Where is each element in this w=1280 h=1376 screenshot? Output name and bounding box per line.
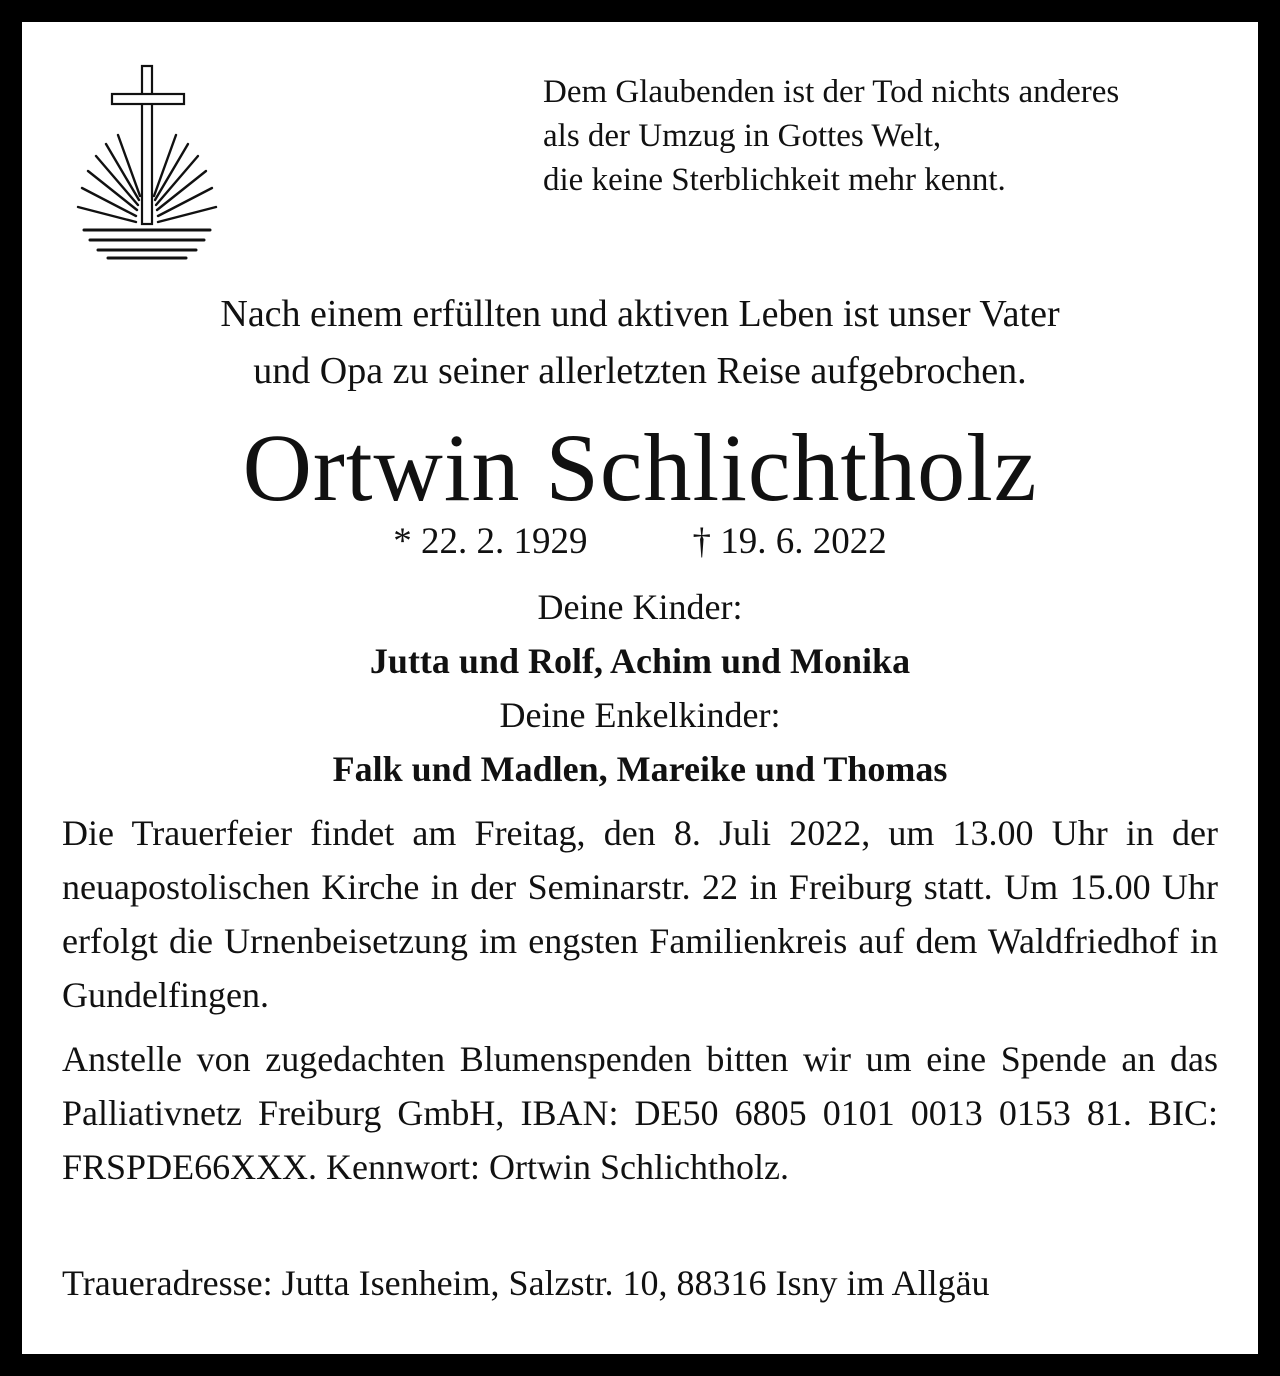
children-label: Deine Kinder: xyxy=(537,587,743,627)
intro-text xyxy=(0,286,1280,400)
ceremony-paragraph: Die Trauerfeier findet am Freitag, den 8. Juli 2022, um 13.00 Uhr in der neuapostolischen Kirche in der Seminarstr. 22 in Freiburg statt. Um 15.00 Uhr erfolgt die Urnenbeisetzung im engsten Familienkreis auf dem Waldfriedhof in Gundelfingen. xyxy=(62,813,1218,1015)
quote-line: die keine Sterblichkeit mehr kennt. xyxy=(543,162,1006,198)
quote-line: Dem Glaubenden ist der Tod nichts anderes xyxy=(543,74,1120,110)
quote-line: als der Umzug in Gottes Welt, xyxy=(543,118,942,154)
life-dates xyxy=(0,515,1280,569)
birth-date: * 22. 2. 1929 xyxy=(393,521,588,562)
quote xyxy=(543,70,1243,202)
family-section xyxy=(0,580,1280,796)
intro-line: und Opa zu seiner allerletzten Reise aufgebrochen. xyxy=(253,350,1027,392)
donation-paragraph: Anstelle von zugedachten Blumenspenden bitten wir um eine Spende an das Palliativnetz Freiburg GmbH, IBAN: DE50 6805 0101 0013 0153 81. BIC: FRSPDE66XXX. Kennwort: Ortwin Schlichtholz. xyxy=(62,1039,1218,1187)
intro-line: Nach einem erfüllten und aktiven Leben ist unser Vater xyxy=(220,293,1060,335)
grandchildren-names: Falk und Madlen, Mareike und Thomas xyxy=(332,749,948,789)
deceased-name: Ortwin Schlichtholz xyxy=(242,414,1038,521)
mourning-address: Traueradresse: Jutta Isenheim, Salzstr. 10, 88316 Isny im Allgäu xyxy=(62,1263,990,1303)
death-date: † 19. 6. 2022 xyxy=(692,521,887,562)
cross-with-sunrise-icon xyxy=(70,50,226,270)
grandchildren-label: Deine Enkelkinder: xyxy=(499,695,781,735)
children-names: Jutta und Rolf, Achim und Monika xyxy=(369,641,911,681)
